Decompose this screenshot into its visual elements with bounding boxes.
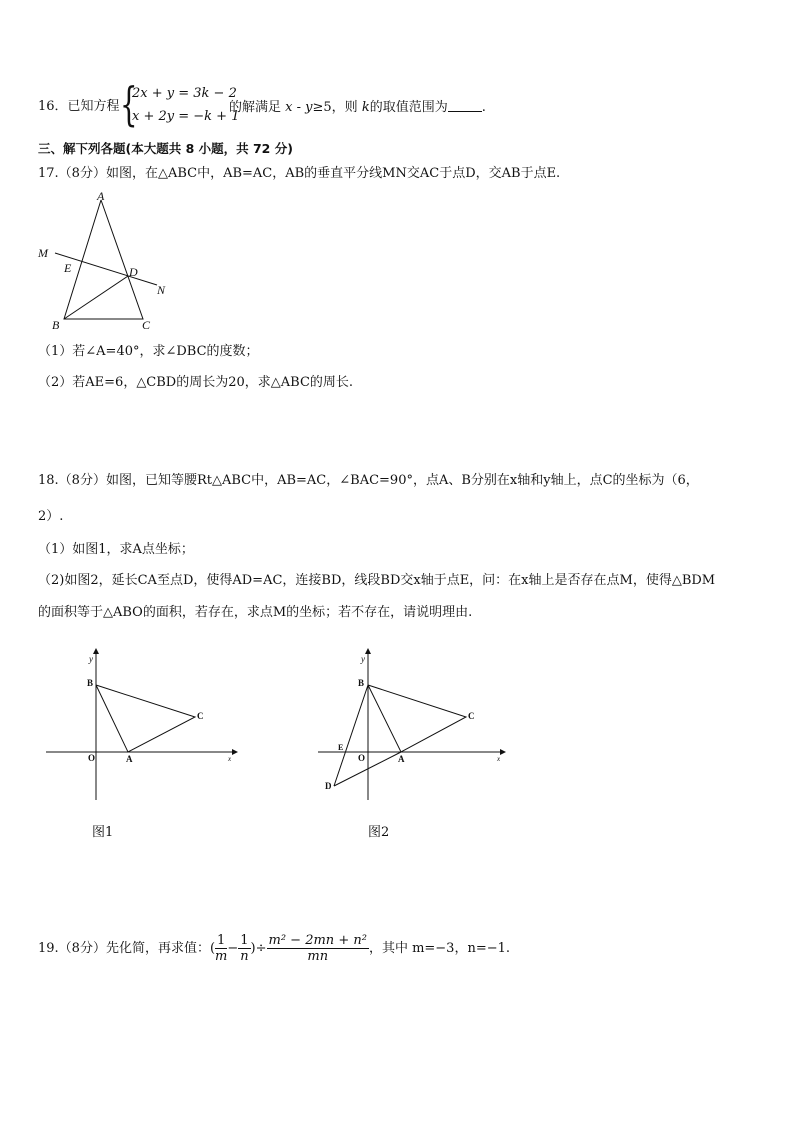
equation-1: 2x + y = 3k − 2 <box>132 86 237 101</box>
figure-1-caption: 图1 <box>92 825 114 840</box>
figure-2-caption: 图2 <box>368 825 390 840</box>
q17-figure <box>30 188 180 338</box>
fraction-1-over-m: $\frac{1}{m}$ <box>215 933 228 964</box>
triangle-abc <box>96 685 195 752</box>
label-a: A <box>97 189 105 203</box>
q19-line: 19.（8分）先化简，再求值：( $\frac{1}{m}$ − $\frac{1}{n}$ )÷ $\frac{\text{m² − 2mn + n²}}{mn}$ ，其中 m=−3，n=−1. <box>38 933 511 964</box>
label-b: B <box>358 678 365 688</box>
label-x: x <box>497 755 501 763</box>
q17-part1: （1）若∠A=40°，求∠DBC的度数； <box>38 344 259 359</box>
segment-bd <box>64 276 128 319</box>
label-y: y <box>361 654 365 664</box>
left-brace: { <box>120 77 138 131</box>
label-b: B <box>52 318 60 332</box>
label-c: C <box>468 711 475 721</box>
label-x: x <box>228 755 232 763</box>
q18-figure-1 <box>40 648 240 808</box>
label-d: D <box>129 265 138 279</box>
label-y: y <box>89 654 93 664</box>
q18-part1: （1）如图1，求A点坐标； <box>38 542 194 557</box>
q17-part2: （2）若AE=6，△CBD的周长为20，求△ABC的周长. <box>38 375 354 390</box>
q16-prefix: 16．已知方程 <box>38 99 120 114</box>
equation-system <box>120 77 240 131</box>
label-c: C <box>142 318 151 332</box>
q18-part2-line2: 的面积等于△ABO的面积，若存在，求点M的坐标；若不存在，请说明理由. <box>38 605 473 620</box>
x-arrow-icon <box>232 749 238 755</box>
equation-2: x + 2y = −k + 1 <box>132 109 240 124</box>
q18-part2-line1: （2)如图2，延长CA至点D，使得AD=AC，连接BD，线段BD交x轴于点E，问：在x轴上是否存在点M，使得△BDM <box>38 573 716 588</box>
triangle-abc <box>368 685 466 752</box>
section-title: 三、解下列各题(本大题共 8 小题，共 72 分) <box>38 141 293 156</box>
answer-blank <box>448 98 482 112</box>
label-m: M <box>38 246 48 260</box>
q16-condition: 的解满足 x - y≥5，则 k的取值范围为 . <box>229 100 486 115</box>
label-a: A <box>398 754 405 764</box>
label-c: C <box>197 711 204 721</box>
q17-stem: 17.（8分）如图，在△ABC中，AB=AC，AB的垂直平分线MN交AC于点D，交AB于点E. <box>38 166 561 181</box>
y-arrow-icon <box>93 648 99 654</box>
label-o: O <box>358 753 366 763</box>
q18-stem-line1: 18.（8分）如图，已知等腰Rt△ABC中，AB=AC，∠BAC=90°，点A、B分别在x轴和y轴上，点C的坐标为（6， <box>38 473 699 488</box>
q18-stem-line2: 2）. <box>38 509 64 524</box>
label-e: E <box>64 261 72 275</box>
label-e: E <box>338 743 344 752</box>
q18-figure-2 <box>312 648 512 808</box>
label-a: A <box>126 754 133 764</box>
fraction-1-over-n: $\frac{1}{n}$ <box>240 933 249 964</box>
label-d: D <box>325 781 332 791</box>
x-arrow-icon <box>500 749 506 755</box>
fraction-polynomial: $\frac{\text{m² − 2mn + n²}}{mn}$ <box>268 933 367 964</box>
label-o: O <box>88 753 96 763</box>
label-b: B <box>87 678 94 688</box>
y-arrow-icon <box>365 648 371 654</box>
label-n: N <box>157 283 166 297</box>
